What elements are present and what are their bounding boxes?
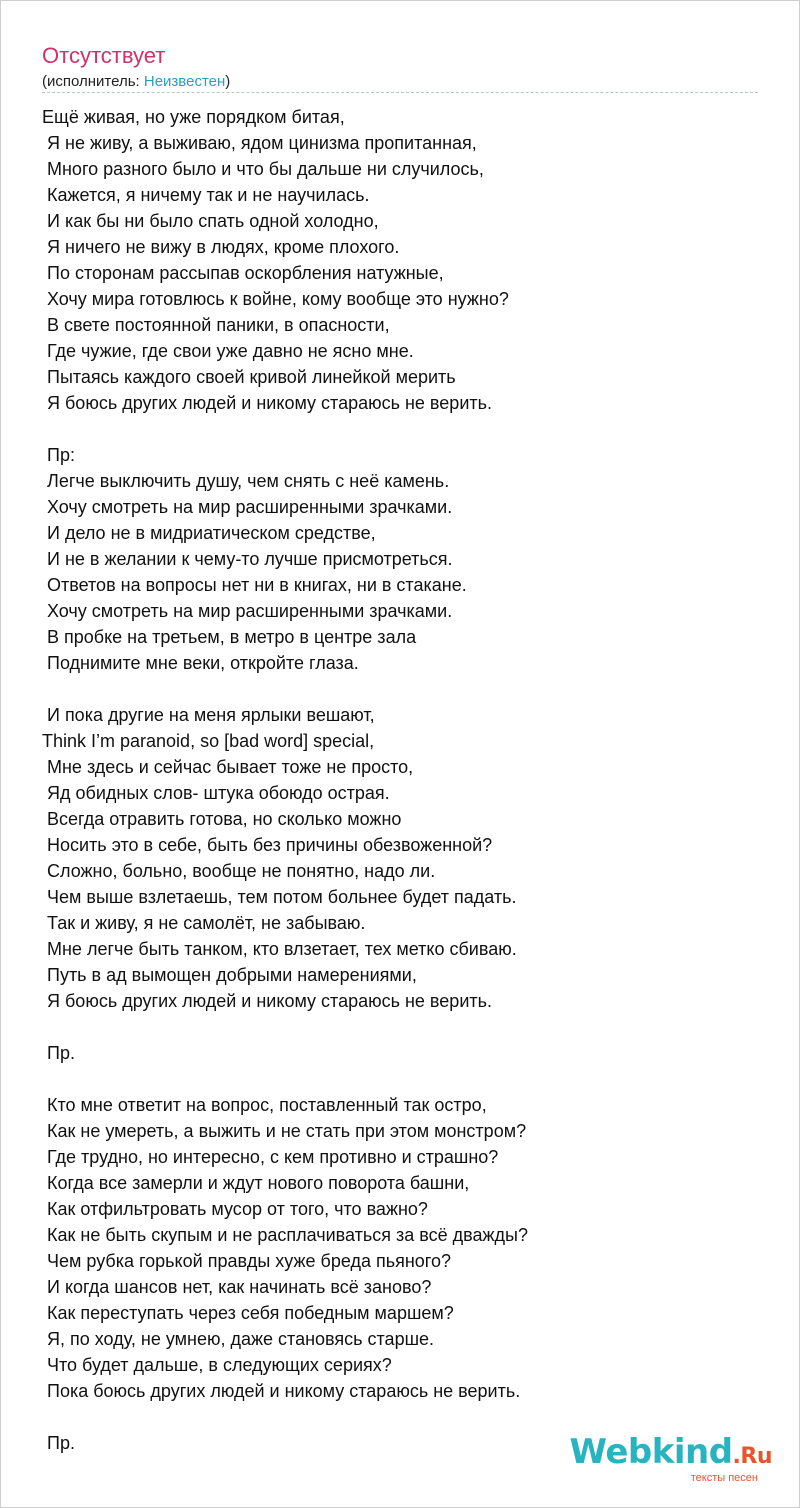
lyric-line: Ответов на вопросы нет ни в книгах, ни в стакане.: [42, 575, 467, 595]
lyric-line: Поднимите мне веки, откройте глаза.: [42, 653, 359, 673]
lyric-line: И не в желании к чему-то лучше присмотреться.: [42, 549, 453, 569]
lyric-line: Всегда отравить готова, но сколько можно: [42, 809, 402, 829]
lyric-line: Носить это в себе, быть без причины обезвоженной?: [42, 835, 493, 855]
lyric-line: Пытаясь каждого своей кривой линейкой мерить: [42, 367, 456, 387]
logo-tld: .Ru: [732, 1444, 772, 1469]
lyric-line: Как переступать через себя победным маршем?: [42, 1303, 454, 1323]
lyric-line: Я, по ходу, не умнею, даже становясь старше.: [42, 1329, 435, 1349]
lyric-line: Хочу смотреть на мир расширенными зрачками.: [42, 601, 453, 621]
lyric-line: [42, 676, 758, 702]
lyric-line: Как не умереть, а выжить и не стать при этом монстром?: [42, 1121, 527, 1141]
logo-wordmark: Webkind: [569, 1432, 733, 1472]
lyric-line: И пока другие на меня ярлыки вешают,: [42, 705, 375, 725]
artist-link[interactable]: Неизвестен: [143, 73, 226, 90]
lyric-line: [42, 1014, 758, 1040]
lyric-line: Think I’m paranoid, so [bad word] special,: [42, 731, 375, 751]
lyric-line: Пр.: [42, 1433, 75, 1453]
lyric-line: Я ничего не вижу в людях, кроме плохого.: [42, 237, 400, 257]
lyric-line: Я боюсь других людей и никому стараюсь не верить.: [42, 393, 492, 413]
lyric-line: [42, 416, 758, 442]
lyric-line: В пробке на третьем, в метро в центре зала: [42, 627, 417, 647]
lyric-line: Где трудно, но интересно, с кем противно и страшно?: [42, 1147, 499, 1167]
lyric-line: Мне здесь и сейчас бывает тоже не просто,: [42, 757, 414, 777]
lyric-line: Как отфильтровать мусор от того, что важно?: [42, 1199, 428, 1219]
lyric-line: По сторонам рассыпав оскорбления натужные,: [42, 263, 444, 283]
lyric-line: Я боюсь других людей и никому стараюсь не верить.: [42, 991, 492, 1011]
lyric-line: Много разного было и что бы дальше ни случилось,: [42, 159, 484, 179]
lyric-line: Пр:: [42, 445, 75, 465]
lyric-line: Чем рубка горькой правды хуже бреда пьяного?: [42, 1251, 451, 1271]
site-logo[interactable]: [569, 1432, 772, 1484]
lyric-line: Хочу мира готовлюсь к войне, кому вообще это нужно?: [42, 289, 509, 309]
logo-tagline: тексты песен: [690, 1472, 758, 1484]
artist-prefix: (исполнитель:: [42, 73, 144, 90]
lyric-line: Сложно, больно, вообще не понятно, надо ли.: [42, 861, 436, 881]
lyric-line: Мне легче быть танком, кто влзетает, тех метко сбиваю.: [42, 939, 517, 959]
lyric-line: В свете постоянной паники, в опасности,: [42, 315, 390, 335]
lyric-line: Как не быть скупым и не расплачиваться за всё дважды?: [42, 1225, 529, 1245]
lyric-line: Ещё живая, но уже порядком битая,: [42, 107, 345, 127]
lyric-line: Чем выше взлетаешь, тем потом больнее будет падать.: [42, 887, 517, 907]
lyric-line: И когда шансов нет, как начинать всё заново?: [42, 1277, 432, 1297]
lyric-line: Где чужие, где свои уже давно не ясно мне.: [42, 341, 414, 361]
artist-suffix: ): [225, 73, 231, 90]
lyric-line: Кажется, я ничему так и не научилась.: [42, 185, 370, 205]
lyric-line: Когда все замерли и ждут нового поворота башни,: [42, 1173, 470, 1193]
lyric-line: Я не живу, а выживаю, ядом цинизма пропитанная,: [42, 133, 477, 153]
lyric-line: Пока боюсь других людей и никому стараюсь не верить.: [42, 1381, 521, 1401]
lyric-line: Путь в ад вымощен добрыми намерениями,: [42, 965, 417, 985]
lyric-line: Так и живу, я не самолёт, не забываю.: [42, 913, 366, 933]
lyric-line: Хочу смотреть на мир расширенными зрачками.: [42, 497, 453, 517]
header-divider: [42, 92, 758, 93]
artist-line: [42, 73, 230, 91]
lyric-line: Яд обидных слов- штука обоюдо острая.: [42, 783, 390, 803]
lyrics-text: [42, 104, 758, 1456]
lyric-line: И как бы ни было спать одной холодно,: [42, 211, 379, 231]
lyric-line: Кто мне ответит на вопрос, поставленный так остро,: [42, 1095, 487, 1115]
lyric-line: [42, 1066, 758, 1092]
lyric-line: Что будет дальше, в следующих сериях?: [42, 1355, 392, 1375]
lyric-line: Легче выключить душу, чем снять с неё камень.: [42, 471, 450, 491]
lyric-line: Пр.: [42, 1043, 75, 1063]
lyric-line: [42, 1404, 758, 1430]
song-title: Отсутствует: [42, 43, 166, 68]
lyric-line: И дело не в мидриатическом средстве,: [42, 523, 376, 543]
